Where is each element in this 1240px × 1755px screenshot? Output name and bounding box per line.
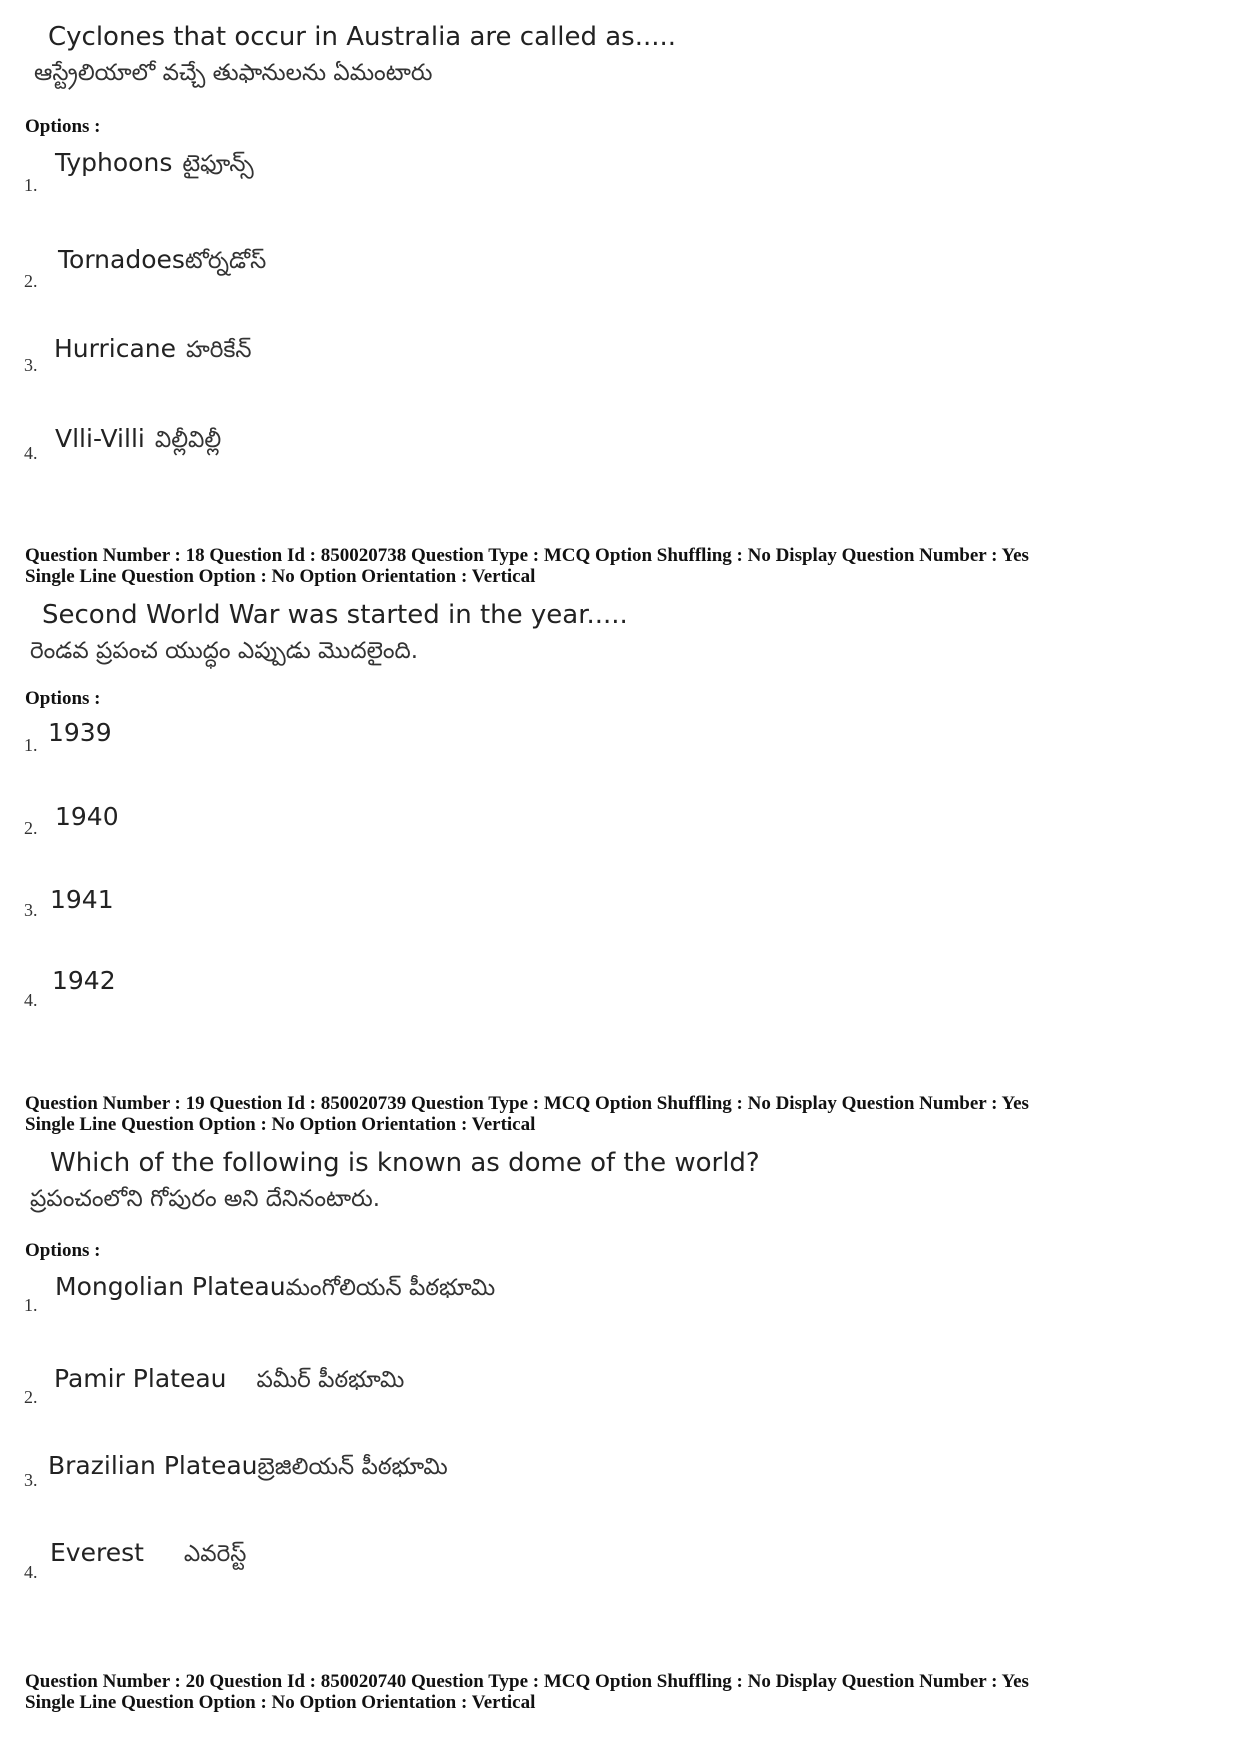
option-number: 3. [24,900,38,920]
option-text-en: 1939 [48,718,112,747]
option-2 [55,802,119,831]
option-number: 1. [24,735,38,755]
option-text-te: బ్రెజిలియన్ పీఠభూమి [257,1454,448,1480]
option-text-en: Pamir Plateau [54,1364,227,1393]
option-text-te: ఎవరెస్ట్ [183,1541,247,1567]
option-number: 4. [24,443,38,463]
option-text-en: Vlli-Villi [55,424,145,453]
option-text-te: టోర్నడోస్ [184,248,267,274]
option-text-te: విల్లీవిల్లీ [154,427,222,453]
option-2 [54,1364,404,1399]
options-label: Options : [25,116,101,137]
question-20-meta-line-2: Single Line Question Option : No Option Orientation : Vertical [25,1692,536,1713]
option-number: 4. [24,990,38,1010]
option-text-te: హరికేన్ [186,337,252,363]
question-18-text-te: రెండవ ప్రపంచ యుద్ధం ఎప్పుడు మొదలైంది. [30,638,419,664]
option-number: 3. [24,1470,38,1490]
question-18-meta-line-1: Question Number : 18 Question Id : 850020738 Question Type : MCQ Option Shuffling : No Display Question Number : Yes [25,545,1029,566]
question-19-text-en: Which of the following is known as dome of the world? [50,1148,760,1178]
option-1 [55,148,254,183]
question-17-text-en: Cyclones that occur in Australia are called as..... [48,22,677,52]
question-18-meta-line-2: Single Line Question Option : No Option Orientation : Vertical [25,566,536,587]
option-4 [55,424,221,459]
option-text-en: Tornadoes [58,245,185,274]
option-text-en: Brazilian Plateau [48,1451,258,1480]
option-number: 2. [24,1387,38,1407]
option-text-te: మంగోలియన్ పీఠభూమి [285,1275,496,1301]
question-19-meta-line-2: Single Line Question Option : No Option Orientation : Vertical [25,1114,536,1135]
option-number: 3. [24,355,38,375]
option-4 [50,1538,246,1573]
option-1 [55,1272,495,1307]
option-2 [58,245,266,280]
option-text-en: 1941 [50,885,114,914]
option-number: 1. [24,175,38,195]
option-number: 2. [24,271,38,291]
option-3 [50,885,114,914]
option-3 [54,334,252,369]
option-text-en: 1942 [52,966,116,995]
option-text-en: Typhoons [55,148,173,177]
option-text-en: Mongolian Plateau [55,1272,286,1301]
option-number: 2. [24,818,38,838]
option-3 [48,1451,448,1486]
question-17-text-te: ఆస్ట్రేలియాలో వచ్చే తుఫానులను ఏమంటారు [34,60,433,86]
question-20-meta-line-1: Question Number : 20 Question Id : 850020740 Question Type : MCQ Option Shuffling : No Display Question Number : Yes [25,1671,1029,1692]
option-number: 1. [24,1295,38,1315]
options-label: Options : [25,688,101,709]
option-text-en: Hurricane [54,334,176,363]
question-18-text-en: Second World War was started in the year..... [42,600,628,630]
question-19-text-te: ప్రపంచంలోని గోపురం అని దేనినంటారు. [30,1186,381,1212]
option-number: 4. [24,1562,38,1582]
option-text-te: పమీర్ పీఠభూమి [256,1367,405,1393]
option-text-en: Everest [50,1538,144,1567]
options-label: Options : [25,1240,101,1261]
option-1 [48,718,112,747]
option-text-te: టైఫూన్స్ [182,151,254,177]
question-19-meta-line-1: Question Number : 19 Question Id : 850020739 Question Type : MCQ Option Shuffling : No Display Question Number : Yes [25,1093,1029,1114]
option-4 [52,966,116,995]
option-text-en: 1940 [55,802,119,831]
